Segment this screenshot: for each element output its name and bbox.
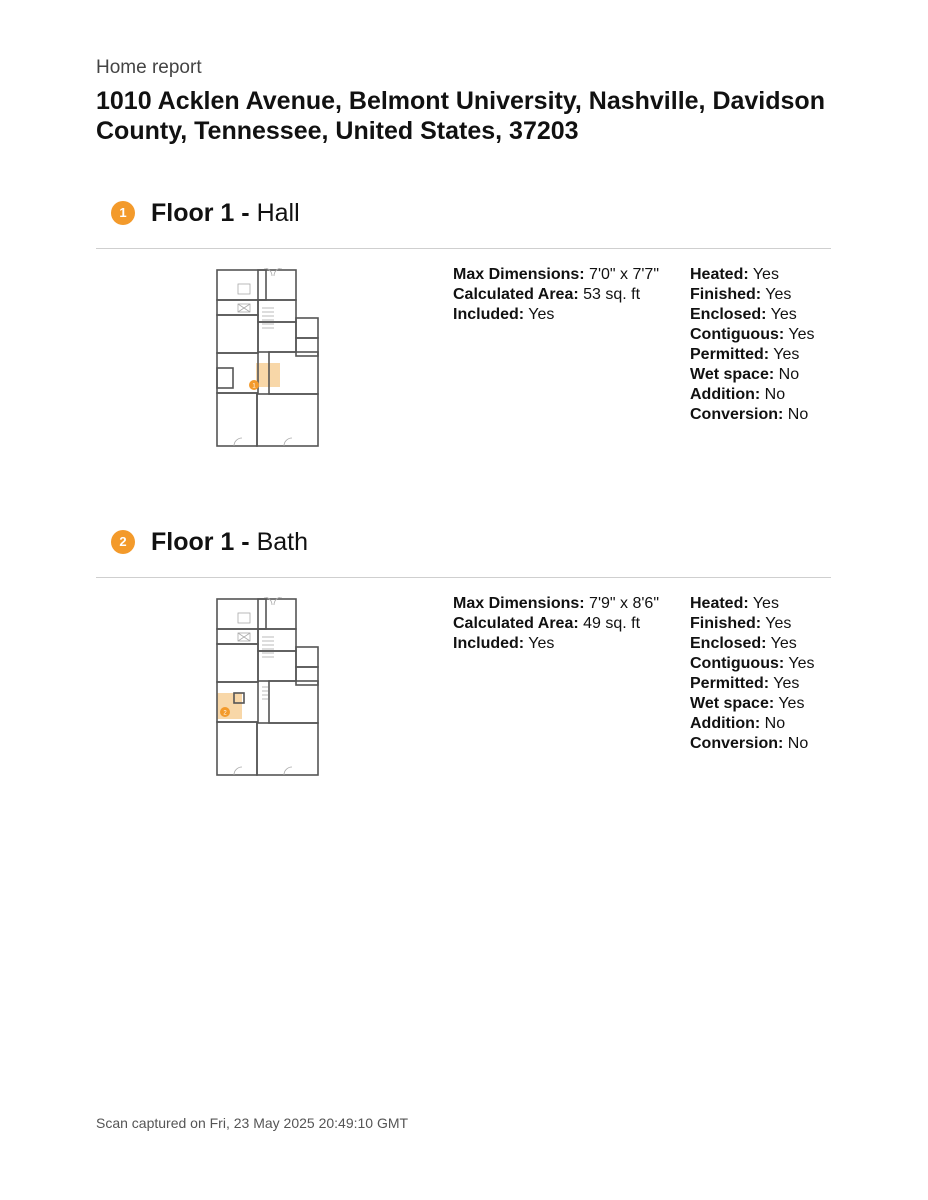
property-address: 1010 Acklen Avenue, Belmont University, Nashville, Davidson County, Tennessee, United States, 37203 bbox=[96, 87, 825, 145]
flag-value: Yes bbox=[752, 266, 779, 283]
floor-label: Floor 1 - bbox=[151, 528, 250, 556]
report-subtitle: Home report bbox=[96, 57, 202, 78]
detail-label: Calculated Area: bbox=[453, 615, 579, 632]
floor-plan-thumbnail bbox=[214, 597, 320, 779]
flag-label: Wet space: bbox=[690, 695, 775, 712]
floor-plan-marker: 2 bbox=[223, 710, 227, 717]
flag-label: Enclosed: bbox=[690, 306, 767, 323]
flag-label: Finished: bbox=[690, 286, 762, 303]
floor-plan-thumbnail bbox=[214, 268, 320, 450]
room-flags bbox=[690, 265, 814, 425]
flag-value: Yes bbox=[752, 595, 779, 612]
flag-label: Contiguous: bbox=[690, 326, 785, 343]
room-number-badge: 1 bbox=[111, 201, 135, 225]
flag-value: No bbox=[778, 366, 800, 383]
room-section-header bbox=[96, 529, 831, 578]
floor-label: Floor 1 - bbox=[151, 199, 250, 227]
flag-value: No bbox=[787, 406, 809, 423]
flag-label: Conversion: bbox=[690, 406, 784, 423]
room-name: Bath bbox=[256, 528, 308, 556]
detail-label: Included: bbox=[453, 635, 525, 652]
room-name: Hall bbox=[256, 199, 300, 227]
room-flags bbox=[690, 594, 814, 754]
detail-label: Included: bbox=[453, 306, 525, 323]
room-number-badge: 2 bbox=[111, 530, 135, 554]
flag-label: Finished: bbox=[690, 615, 762, 632]
detail-label: Max Dimensions: bbox=[453, 266, 585, 283]
room-details bbox=[453, 594, 659, 654]
floor-plan-marker: 1 bbox=[252, 383, 256, 390]
flag-value: No bbox=[764, 715, 786, 732]
flag-value: Yes bbox=[765, 615, 792, 632]
flag-value: No bbox=[787, 735, 809, 752]
detail-value: Yes bbox=[528, 635, 555, 652]
flag-value: Yes bbox=[773, 675, 800, 692]
flag-value: Yes bbox=[770, 306, 797, 323]
detail-value: 7'9" x 8'6" bbox=[589, 595, 659, 612]
detail-value: 53 sq. ft bbox=[583, 286, 641, 303]
flag-value: Yes bbox=[765, 286, 792, 303]
flag-label: Wet space: bbox=[690, 366, 775, 383]
room-section-bath bbox=[96, 529, 831, 829]
detail-label: Max Dimensions: bbox=[453, 595, 585, 612]
flag-label: Contiguous: bbox=[690, 655, 785, 672]
room-title bbox=[151, 199, 300, 228]
flag-value: Yes bbox=[788, 655, 815, 672]
flag-label: Addition: bbox=[690, 715, 761, 732]
flag-label: Heated: bbox=[690, 595, 749, 612]
room-section-hall bbox=[96, 200, 831, 500]
flag-value: Yes bbox=[788, 326, 815, 343]
scan-timestamp: Scan captured on Fri, 23 May 2025 20:49:10 GMT bbox=[96, 1115, 409, 1131]
detail-value: 49 sq. ft bbox=[583, 615, 641, 632]
flag-label: Permitted: bbox=[690, 346, 770, 363]
detail-value: 7'0" x 7'7" bbox=[589, 266, 659, 283]
flag-value: No bbox=[764, 386, 786, 403]
room-details bbox=[453, 265, 659, 325]
flag-label: Permitted: bbox=[690, 675, 770, 692]
flag-label: Conversion: bbox=[690, 735, 784, 752]
room-section-header bbox=[96, 200, 831, 249]
flag-label: Enclosed: bbox=[690, 635, 767, 652]
room-title bbox=[151, 528, 308, 557]
flag-label: Heated: bbox=[690, 266, 749, 283]
flag-value: Yes bbox=[778, 695, 805, 712]
flag-label: Addition: bbox=[690, 386, 761, 403]
detail-label: Calculated Area: bbox=[453, 286, 579, 303]
detail-value: Yes bbox=[528, 306, 555, 323]
flag-value: Yes bbox=[770, 635, 797, 652]
flag-value: Yes bbox=[773, 346, 800, 363]
